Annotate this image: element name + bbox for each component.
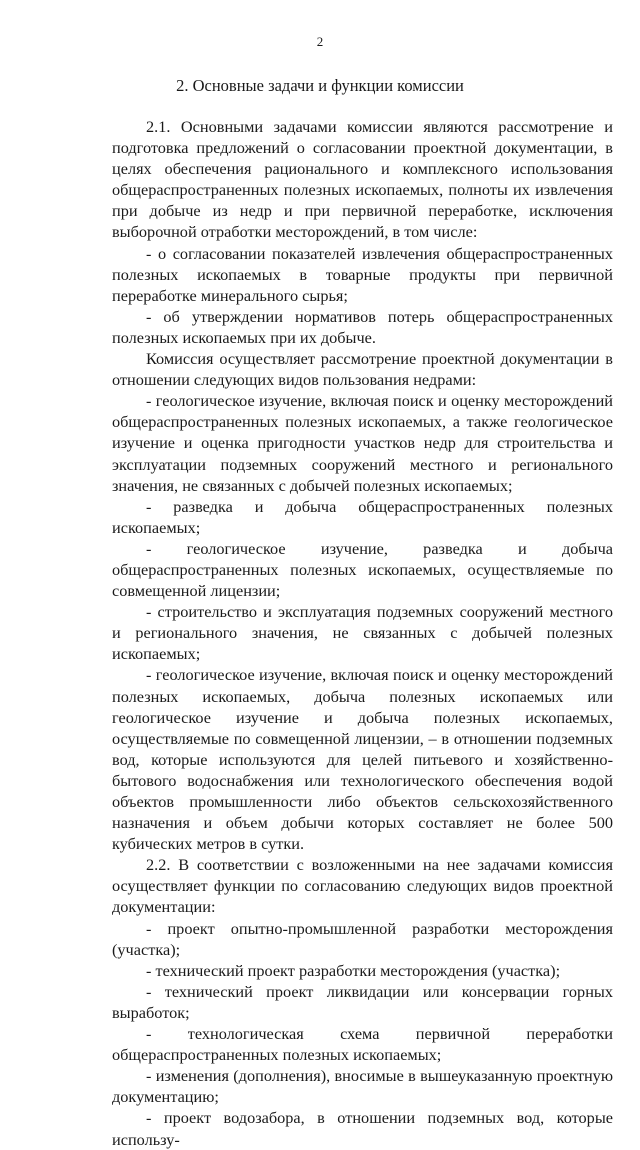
list-item: - разведка и добыча общераспространенных полезных ископаемых; xyxy=(112,496,613,537)
list-item: - геологическое изучение, разведка и добыча общераспространенных полезных ископаемых, осуществляемые по совмещенной лицензии; xyxy=(112,538,613,601)
list-item: - об утверждении нормативов потерь общераспространенных полезных ископаемых при их добыче. xyxy=(112,306,613,347)
list-item: - технический проект ликвидации или консервации горных выработок; xyxy=(112,981,613,1022)
paragraph-commission-review: Комиссия осуществляет рассмотрение проектной документации в отношении следующих видов пользования недрами: xyxy=(112,349,613,390)
section-heading: 2. Основные задачи и функции комиссии xyxy=(176,76,464,95)
list-item: - геологическое изучение, включая поиск и оценку месторождений общераспространенных полезных ископаемых, а также геологическое изучение и оценка пригодности участков недр для строительства и эксплуатации подземных сооружений местного и регионального значения, не связанных с добычей полезных ископаемых; xyxy=(112,391,613,495)
list-item: - строительство и эксплуатация подземных сооружений местного и регионального значения, не связанных с добычей полезных ископаемых; xyxy=(112,602,613,664)
list-item: - проект водозабора, в отношении подземных вод, которые использу- xyxy=(112,1108,613,1149)
paragraph-2-2: 2.2. В соответствии с возложенными на нее задачами комиссия осуществляет функции по согласованию следующих видов проектной документации: xyxy=(112,855,613,917)
list-item: - технологическая схема первичной переработки общераспространенных полезных ископаемых; xyxy=(112,1024,613,1065)
list-item: - о согласовании показателей извлечения общераспространенных полезных ископаемых в товарные продукты при первичной переработке минерального сырья; xyxy=(112,243,613,305)
list-item: - проект опытно-промышленной разработки месторождения (участка); xyxy=(112,918,613,959)
document-body xyxy=(112,116,613,1150)
list-item: - технический проект разработки месторождения (участка); xyxy=(146,960,561,980)
list-item: - геологическое изучение, включая поиск и оценку месторождений полезных ископаемых, добыча полезных ископаемых или геологическое изучение и добыча полезных ископаемых, осуществляемые по совмещенной лицензии, – в отношении подземных вод, которые используются для целей питьевого и хозяйственно-бытового водоснабжения или технологического обеспечения водой объектов промышленности либо объектов сельскохозяйственного назначения и объем добычи которых составляет не более 500 кубических метров в сутки. xyxy=(112,665,613,854)
page-number: 2 xyxy=(316,34,324,49)
paragraph-2-1: 2.1. Основными задачами комиссии являются рассмотрение и подготовка предложений о согласовании проектной документации, в целях обеспечения рационального и комплексного использования общераспространенных полезных ископаемых, полноты их извлечения при добыче из недр и при первичной переработке, исключения выборочной отработки месторождений, в том числе: xyxy=(112,117,613,242)
list-item: - изменения (дополнения), вносимые в вышеуказанную проектную документацию; xyxy=(112,1066,613,1107)
